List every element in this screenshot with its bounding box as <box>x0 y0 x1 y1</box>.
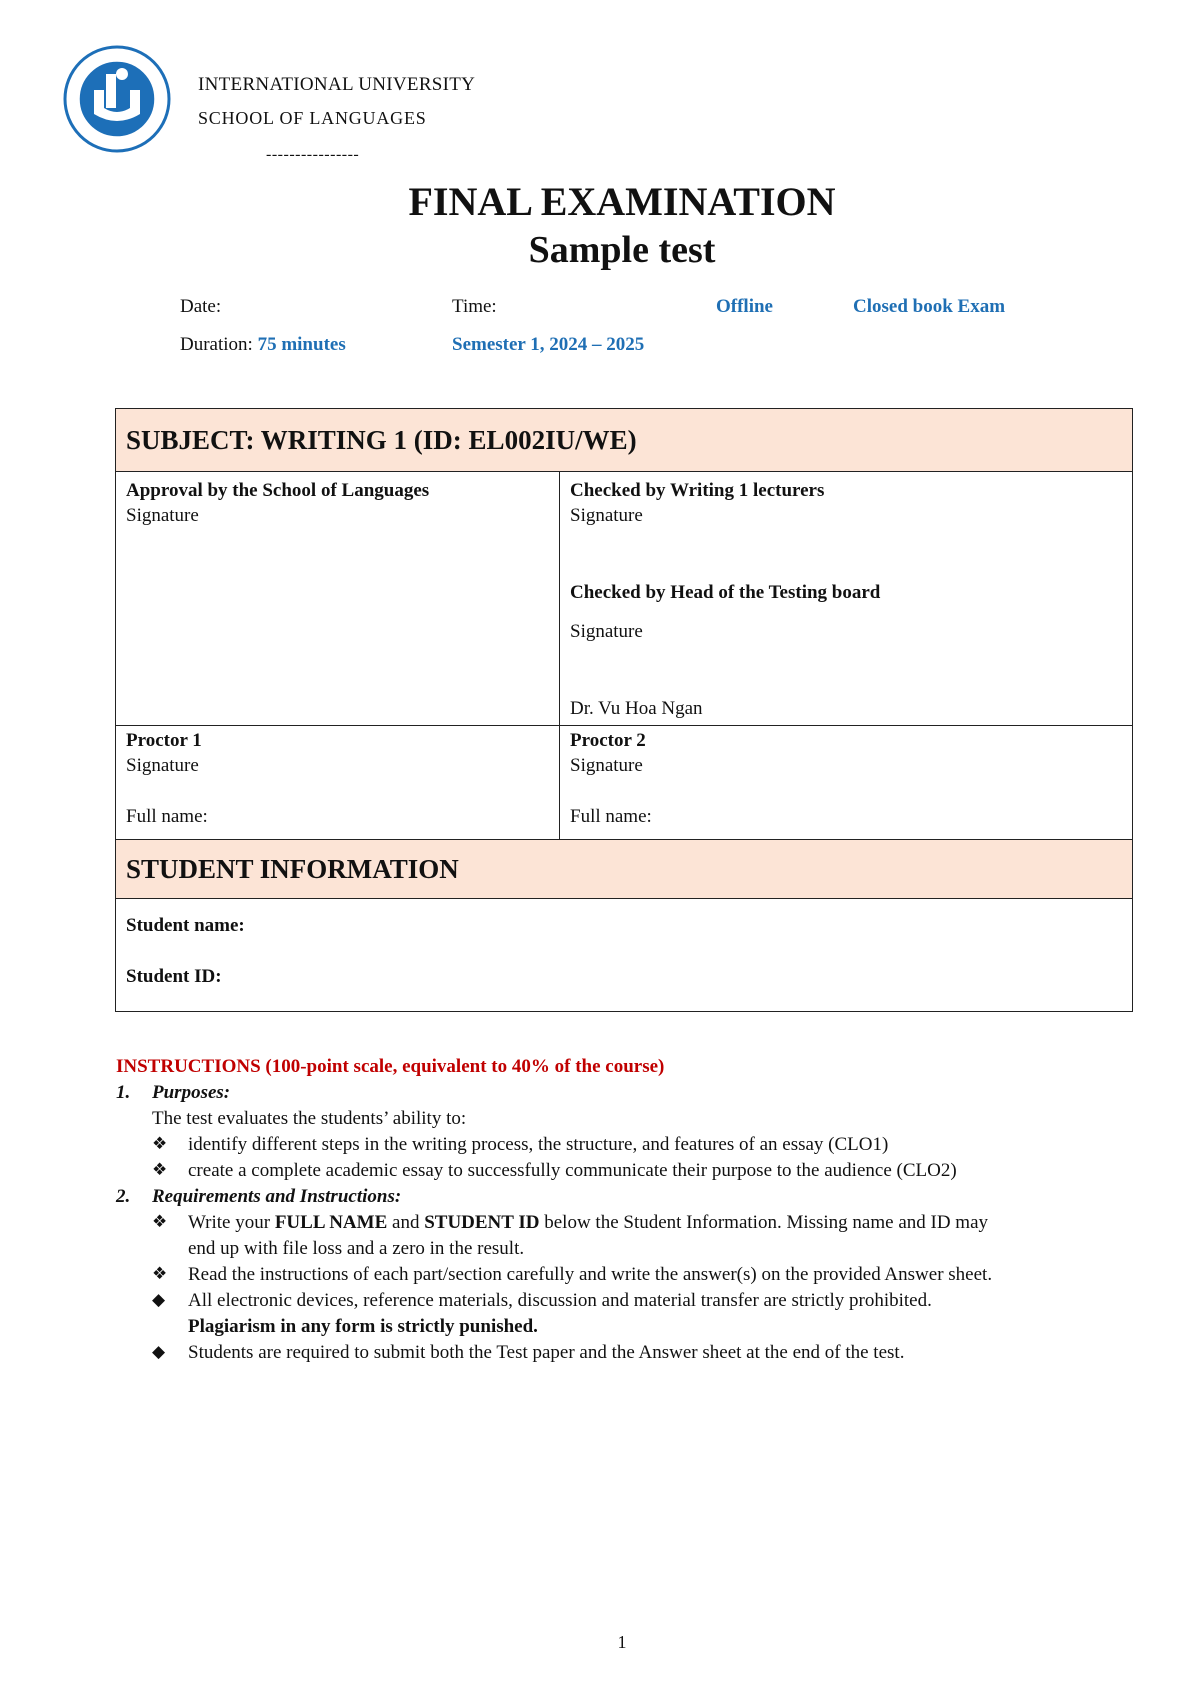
requirement-3: All electronic devices, reference materials, discussion and material transfer are strictly prohibited. <box>188 1290 932 1311</box>
proctor2-fullname-label: Full name: <box>570 806 652 827</box>
student-id-label: Student ID: <box>126 966 222 987</box>
purposes-title: Purposes: <box>152 1082 231 1103</box>
exam-mode: Offline <box>716 296 773 317</box>
filled-diamond-bullet-icon: ◆ <box>152 1342 166 1361</box>
purpose-item-1: identify different steps in the writing process, the structure, and features of an essay (CLO1) <box>188 1134 889 1155</box>
requirement-4: Students are required to submit both the Test paper and the Answer sheet at the end of the test. <box>188 1342 905 1363</box>
req1-student-id: STUDENT ID <box>424 1212 540 1233</box>
proctor1-fullname-label: Full name: <box>126 806 208 827</box>
approval-signature-label: Signature <box>126 505 199 526</box>
date-label: Date: <box>180 296 222 317</box>
diamond-bullet-icon: ❖ <box>152 1160 168 1179</box>
student-name-label: Student name: <box>126 915 245 936</box>
school-name: SCHOOL OF LANGUAGES <box>198 108 427 128</box>
head-name: Dr. Vu Hoa Ngan <box>570 698 703 719</box>
student-info-header: STUDENT INFORMATION <box>116 840 1133 899</box>
item-number-2: 2. <box>116 1186 131 1207</box>
university-name: INTERNATIONAL UNIVERSITY <box>198 74 476 95</box>
semester: Semester 1, 2024 – 2025 <box>452 334 645 355</box>
subject-header: SUBJECT: WRITING 1 (ID: EL002IU/WE) <box>116 409 1133 472</box>
requirement-1-continued: end up with file loss and a zero in the result. <box>188 1238 525 1259</box>
proctor1-signature-label: Signature <box>126 755 199 776</box>
exam-title: FINAL EXAMINATION <box>408 179 836 224</box>
requirements-title: Requirements and Instructions: <box>152 1186 402 1207</box>
time-label: Time: <box>452 296 497 317</box>
instructions-heading: INSTRUCTIONS (100-point scale, equivalent to 40% of the course) <box>116 1056 665 1077</box>
exam-book-type: Closed book Exam <box>853 296 1006 317</box>
duration-value: 75 minutes <box>257 334 346 355</box>
proctor1-title: Proctor 1 <box>126 730 202 751</box>
approval-title: Approval by the School of Languages <box>126 480 430 501</box>
item-number-1: 1. <box>116 1082 131 1103</box>
proctor2-signature-label: Signature <box>570 755 643 776</box>
req1-text-c: and <box>387 1212 425 1233</box>
purpose-item-2: create a complete academic essay to successfully communicate their purpose to the audience (CLO2) <box>188 1160 957 1181</box>
checked-head-title: Checked by Head of the Testing board <box>570 582 881 603</box>
lecturers-signature-label: Signature <box>570 505 643 526</box>
exam-subtitle: Sample test <box>528 229 716 271</box>
requirement-2: Read the instructions of each part/section carefully and write the answer(s) on the provided Answer sheet. <box>188 1264 993 1285</box>
head-signature-label: Signature <box>570 621 643 642</box>
req1-full-name: FULL NAME <box>274 1212 388 1233</box>
duration-label: Duration: <box>180 334 253 355</box>
divider-dashes: ---------------- <box>266 146 360 163</box>
filled-diamond-bullet-icon: ◆ <box>152 1290 166 1309</box>
diamond-bullet-icon: ❖ <box>152 1264 168 1283</box>
requirement-1 <box>188 1212 988 1234</box>
purposes-intro: The test evaluates the students’ ability to: <box>152 1108 467 1129</box>
plagiarism-warning: Plagiarism in any form is strictly punished. <box>188 1316 538 1337</box>
req1-text-e: below the Student Information. Missing name and ID may <box>539 1212 989 1233</box>
req1-text-a: Write your <box>188 1212 275 1233</box>
diamond-bullet-icon: ❖ <box>152 1212 168 1231</box>
diamond-bullet-icon: ❖ <box>152 1134 168 1153</box>
page-number: 1 <box>617 1632 627 1652</box>
proctor2-title: Proctor 2 <box>570 730 646 751</box>
checked-lecturers-title: Checked by Writing 1 lecturers <box>570 480 825 501</box>
